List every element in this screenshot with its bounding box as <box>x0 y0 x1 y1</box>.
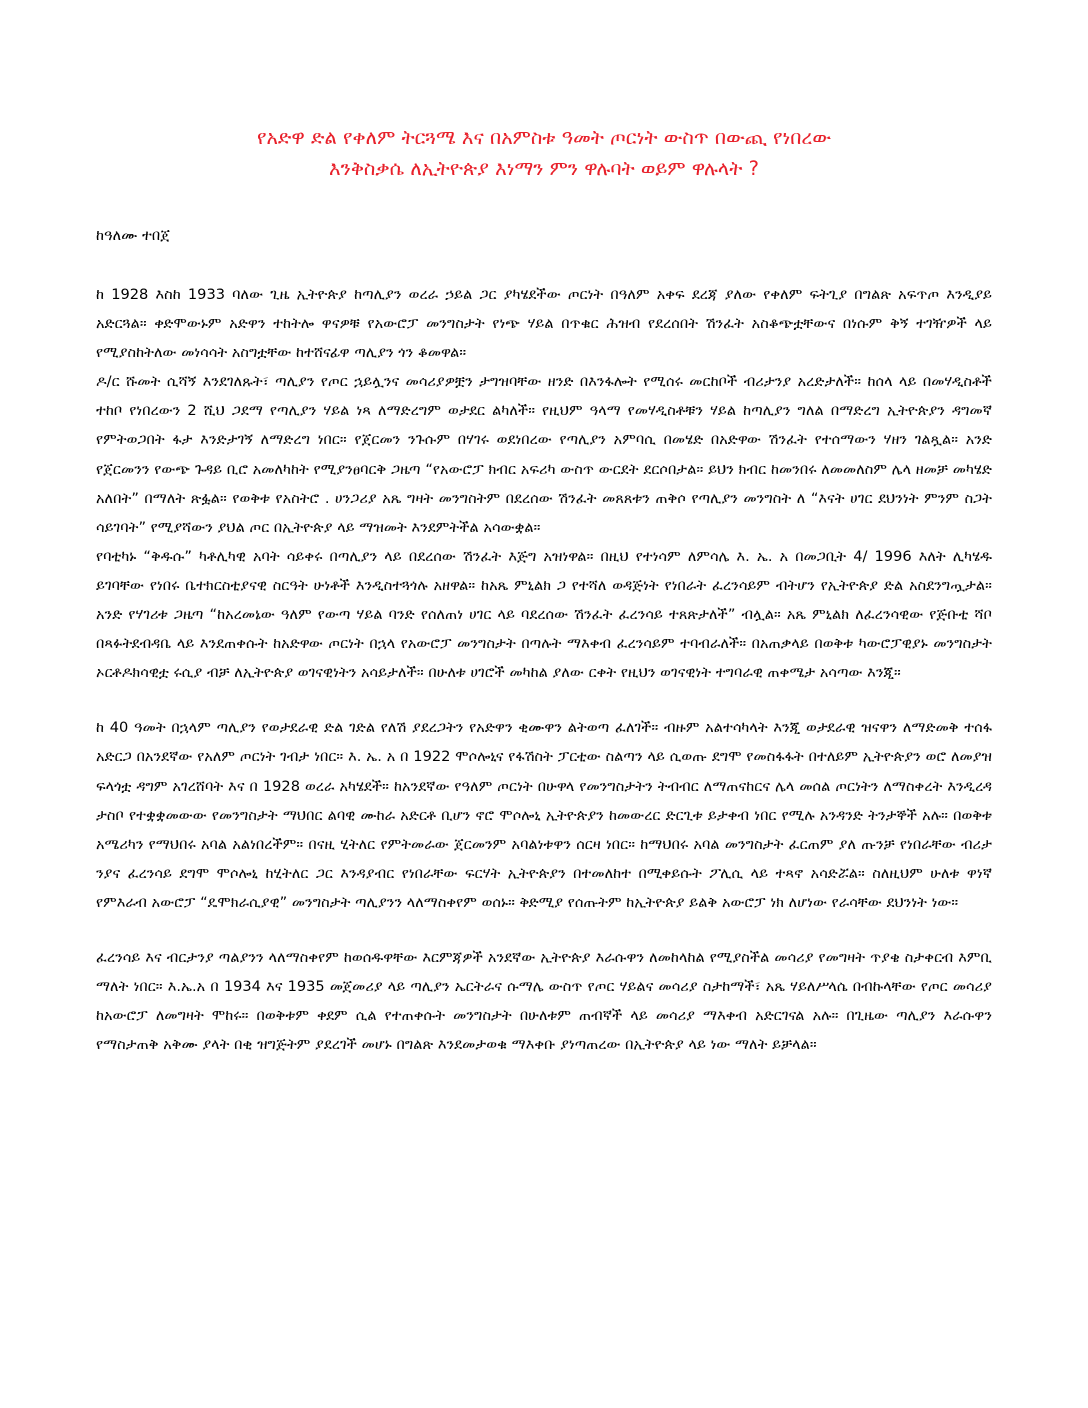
paragraph-2: ዶ/ር ሹመት ሲሻኝ እንደገለጹት፣ ጣሊያን የጦር ኋይሏንና መሳሪያዎቿን ታግዝባቸው ዘንድ በእንፋሎት የሚሰሩ መርከቦች ብሪታንያ አረድታለች። ከሰላ ላይ በመሃዲስቶች ተከቦ የነበረውን 2 ሺህ ጋደማ የጣሊያን ሃይል ነጻ ለማድረግም ወታደር ልካለች። የዚህም ዓላማ የመሃዲስቶቹን ሃይል ከጣሊያን ግለል በማድረግ ኢትዮጵያን ዳግመኛ የምትወጋበት ፋታ እንድታገኝ ለማድረግ ነበር። የጀርመን ንጉሱም በሃገሩ ወደነበረው የጣሊያን አምባሲ በመሄድ በአድዋው ሽንፈት የተሰማውን ሃዘን ገልጿል። አንድ የጀርመንን የውጭ ጉዳይ ቢሮ አመለካከት የሚያንፀባርቅ ጋዜጣ “የአውሮፓ ክብር አፍሪካ ውስጥ ውርደት ደርሶበታል። ይህን ክብር ከመንበሩ ለመመለስም ሌላ ዘመቻ መካሄድ አለበት” በማለት ጽፏል። የወቅቱ የአስትሮ . ሀንጋሪያ አጼ ግዛት መንግስትም በደረሰው ሽንፈት መጸጸቱን ጠቅሶ የጣሊያን መንግስት ለ “እናት ሀገር ደህንነት ምንም ስጋት ሳይገባት” የሚያሻውን ያህል ጦር በኢትዮጵያ ላይ ማዝመት እንደምትችል አሳውቋል። <box>96 373 992 536</box>
title-line-1: የአድዋ ድል የቀለም ትርጓሜ እና በአምስቱ ዓመት ጦርነት ውስጥ በውጪ የነበረው <box>256 126 832 149</box>
document-title <box>96 122 992 184</box>
title-line-2: እንቅስቃሴ ለኢትዮጵያ እነማን ምን ዋሉባት ወይም ዋሉላት ? <box>329 157 759 180</box>
paragraph-1: ከ 1928 እስከ 1933 ባለው ጊዜ ኢትዮጵያ ከጣሊያን ወረራ ኃይል ጋር ያካሄደችው ጦርነት በዓለም አቀፍ ደረጃ ያለው የቀለም ፍትጊያ በግልጽ አፍጥጦ እንዲያይ አድርጓል። ቀድሞውኑም አድዋን ተከትሎ ዋናዎቹ የአውሮፓ መንግስታት የነጭ ሃይል በጥቁር ሕዝብ የደረሰበት ሽንፈት አስቆጭቷቸውና በነሱም ቅኝ ተገዥዎች ላይ የሚያስከትለው መነሳሳት አስግቷቸው ከተሸናፊዋ ጣሊያን ጎን ቆመዋል። <box>96 286 992 362</box>
paragraph-3: የባቲካኑ “ቅዱሱ” ካቶሊካዊ አባት ሳይቀሩ በጣሊያን ላይ በደረሰው ሽንፈት እጅግ አዝነዋል። በዚህ የተነሳም ለምሳሌ እ. ኤ. አ በመጋቢት 4/ 1996 እለት ሊካሄዱ ይገባቸው የነበሩ ቤተክርስቲያናዊ ስርዓት ሁነቶች እንዲስተጓጎሉ አዘዋል። ከአጼ ምኒልክ ጋ የተሻለ ወዳጅነት የነበራት ፈረንሳይም ብትሆን የኢትዮጵያ ድል አስደንግጧታል። አንድ የሃገሪቱ ጋዜጣ “ከአረመኔው ዓለም የውጣ ሃይል ባንድ የሰለጠነ ሀገር ላይ ባደረሰው ሽንፈት ፈረንሳይ ተጸጽታለች” ብሏል። አጼ ምኒልክ ለፈረንሳዊው የጅቡቲ ሻቦ በጻፉትደብዳቤ ላይ እንደጠቀሱት ከአድዋው ጦርነት በኋላ የአውሮፓ መንግስታት በጣሉት ማእቀብ ፈረንሳይም ተባብራለች። በአጠቃላይ በወቅቱ ካውሮፓዊያኑ መንግስታት ኦርቶዶክሳዊቷ ሩሲያ ብቻ ለኢትዮጵያ ወገናዊነትን አሳይታለች። በሁለቱ ሀገሮች መካከል ያለው ርቀት የዚህን ወገናዊነት ተግባራዊ ጠቀሜታ አሳጣው እንጂ። <box>96 547 992 682</box>
paragraph-5: ፈረንሳይ እና ብርታንያ ጣልያንን ላለማስቀየም ከወሰዱዋቸው እርምጃዎች አንደኛው ኢትዮጵያ እራሱዋን ለመከላከል የሚያስችል መሳሪያ የመግዛት ጥያቄ ስታቀርብ እምቢ ማለት ነበር። እ.ኤ.አ በ 1934 እና 1935 መጀመሪያ ላይ ጣሊያን ኤርትራና ሱማሌ ውስጥ የጦር ሃይልና መሳሪያ ስታከማች፣ አጼ ሃይለሥላሴ በብኩላቸው የጦር መሳሪያ ከአውሮፓ ለመግዛት ሞከሩ። በወቅቱም ቀደም ሲል የተጠቀሱት መንግስታት በሁለቱም ጠብኛች ላይ መሳሪያ ማእቀብ አድርገናል አሉ። በጊዜው ጣሊያን እራሱዋን የማስታጠቅ አቅሙ ያላት በቂ ዝግጅትም ያደረገች መሆኑ በግልጽ እንደመታወቁ ማእቀቡ ያነጣጠረው በኢትዮጵያ ላይ ነው ማለት ይቻላል። <box>96 948 992 1054</box>
author-byline: ከዓለሙ ተበጀ <box>96 227 171 244</box>
paragraph-4: ከ 40 ዓመት በኋላም ጣሊያን የወታደራዊ ድል ገድል የለሽ ያደረጋትን የአድዋን ቂሙዋን ልትወጣ ፈለገች። ብዙም አልተሳካላት እንጂ ወታደራዊ ዝናዋን ለማድመቅ ተሰፋ አድርጋ በአንደኛው የአለም ጦርነት ገብታ ነበር። እ. ኤ. አ በ 1922 ሞሶሎኒና የፋሽስት ፓርቲው ስልጣን ላይ ሲወጡ ደግሞ የመስፋፋት በተለይም ኢትዮጵያን ወሮ ለመያዝ ፍላጎቷ ዳግም አገረሸባት እና በ 1928 ወረራ አካሄደች። ከአንደኛው የዓለም ጦርነት በሁዋላ የመንግስታትን ትብብር ለማጠናከርና ሌላ መሰል ጦርነትን ለማስቀረት እንዲረዳ ታስቦ የተቋቋመውው የመንግስታት ማህበር ልባዊ ሙከራ አድርቶ ቢሆን ኖሮ ሞሶሎኒ ኢትዮጵያን ከመውረር ድርጊቱ ይታቀብ ነበር የሚሉ አንዳንድ ትንታኞች አሉ። በወቅቱ አሜሪካን የማህበሩ አባል አልነበረችም። በናዚ ሂትለር የምትመራው ጀርመንም አባልነቱዋን ሰርዛ ነበር። ከማህበሩ አባል መንግስታት ፈርጠም ያለ ጡንቻ የነበራቸው ብሪታ ንያና ፈረንሳይ ደግሞ ሞሶሎኒ ከሂትለር ጋር እንዳያብር የነበራቸው ፍርሃት ኢትዮጵያን በተመለከተ በሚቀይሱት ፖሊሲ ላይ ተጻኖ አሳድሯል። ስለዚህም ሁለቱ ዋነኛ የምእራብ አውሮፓ “ዴሞክራሲያዊ” መንግስታት ጣሊያንን ላለማስቀየም ወሰኑ። ቅድሚያ የሰጡትም ከኢትዮጵያ ይልቅ አውሮፓ ነክ ለሆነው የራሳቸው ደህንነት ነው። <box>96 719 992 911</box>
document-body <box>96 280 992 1059</box>
